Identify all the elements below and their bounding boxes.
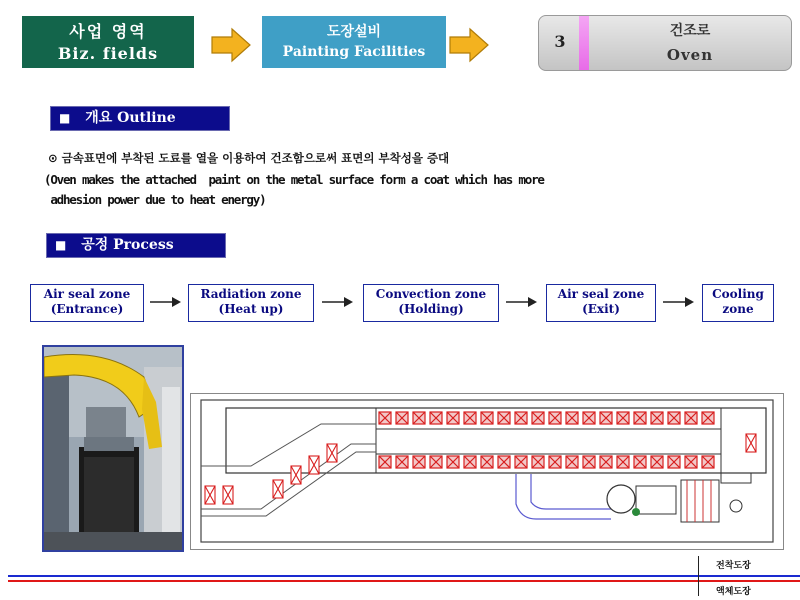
process-heading-text: 공정 Process (81, 237, 174, 253)
process-zone-convection (363, 284, 499, 322)
outline-line-1 (48, 150, 449, 166)
arrow-right-icon (448, 27, 490, 63)
zone-line-1: Radiation zone (200, 287, 302, 301)
square-bullet-icon: ■ (55, 238, 67, 252)
footer-label-liquid-painting[interactable]: 액체도장 (716, 587, 751, 597)
oven-en-label: Oven (666, 46, 714, 64)
oven-layout-diagram (190, 393, 784, 550)
zone-line-2: (Exit) (582, 302, 620, 316)
biz-fields-box[interactable] (22, 16, 194, 68)
outline-line-3: adhesion power due to heat energy) (44, 192, 266, 207)
arrow-right-icon (322, 296, 354, 308)
arrow-right-icon (663, 296, 695, 308)
outline-line-2: (Oven makes the attached paint on the metal surface form a coat which has more (44, 172, 544, 187)
arrow-right-icon (506, 296, 538, 308)
page-number: 3 (554, 32, 566, 51)
footer-divider (698, 556, 699, 596)
oven-ko-label: 건조로 (669, 23, 711, 39)
zone-line-2: zone (722, 302, 754, 316)
painting-en-label: Painting Facilities (282, 44, 426, 60)
footer-red-line (8, 580, 800, 582)
process-zone-radiation (188, 284, 314, 322)
zone-line-1: Cooling (712, 287, 764, 301)
zone-line-1: Air seal zone (557, 287, 645, 301)
arrow-right-icon (150, 296, 182, 308)
biz-fields-en-label: Biz. fields (57, 44, 159, 63)
outline-heading (50, 106, 230, 131)
outline-text-ko: 금속표면에 부착된 도료를 열을 이용하여 건조함으로써 표면의 부착성을 증대 (61, 151, 450, 165)
arrow-right-icon (210, 27, 252, 63)
process-zone-air-seal-entrance (30, 284, 144, 322)
oven-photo (42, 345, 184, 552)
oven-header-group[interactable] (538, 15, 792, 71)
outline-heading-text: 개요 Outline (85, 110, 176, 126)
painting-ko-label: 도장설비 (326, 24, 382, 40)
process-heading (46, 233, 226, 258)
zone-line-2: (Entrance) (50, 302, 124, 316)
footer-label-electrodeposition[interactable]: 전착도장 (716, 561, 751, 571)
painting-facilities-box[interactable] (262, 16, 446, 68)
zone-line-1: Air seal zone (43, 287, 131, 301)
square-bullet-icon: ■ (59, 111, 71, 125)
biz-fields-ko-label: 사업 영역 (69, 22, 147, 41)
zone-line-2: (Heat up) (218, 302, 284, 316)
zone-line-2: (Holding) (398, 302, 464, 316)
zone-line-1: Convection zone (375, 287, 487, 301)
circle-dot-icon: ⊙ (48, 151, 58, 165)
process-zone-cooling (702, 284, 774, 322)
process-zone-air-seal-exit (546, 284, 656, 322)
pink-divider (579, 16, 589, 70)
footer-blue-line (8, 575, 800, 577)
